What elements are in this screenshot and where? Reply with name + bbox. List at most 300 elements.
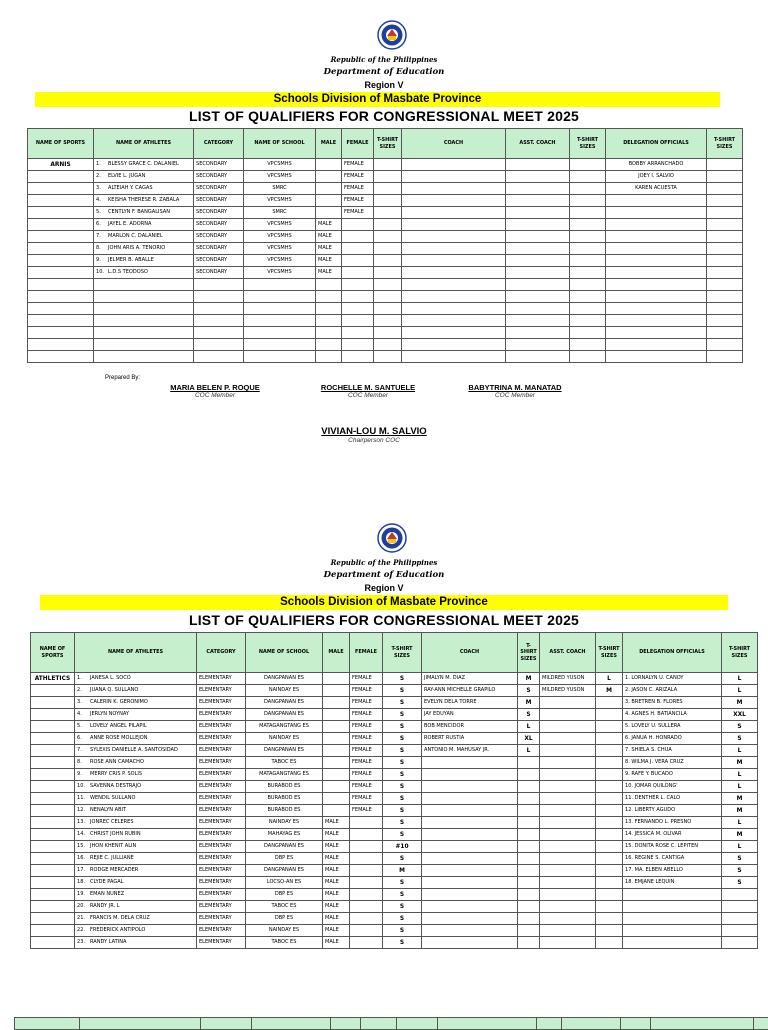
school-cell: VPCSMHS bbox=[244, 267, 316, 279]
asst-tshirt-cell bbox=[596, 925, 623, 937]
female-cell bbox=[350, 853, 383, 865]
col-asst-coach: ASST. COACH bbox=[540, 633, 596, 673]
school-cell: BURABOD ES bbox=[246, 793, 323, 805]
asst-tshirt-cell bbox=[596, 757, 623, 769]
school-cell: DANGPANAN ES bbox=[246, 841, 323, 853]
athlete-name: JOHN ARIS A. TENORIO bbox=[108, 245, 165, 251]
official-tshirt-cell: M bbox=[722, 697, 758, 709]
col-tshirt: T-SHIRT SIZES bbox=[596, 633, 623, 673]
official-cell: 18. EMJANE LEQUIN bbox=[623, 877, 722, 889]
asst-tshirt-cell bbox=[596, 733, 623, 745]
tshirt-cell: S bbox=[383, 733, 422, 745]
female-cell: FEMALE bbox=[342, 195, 374, 207]
category-cell: ELEMENTARY bbox=[197, 913, 246, 925]
row-number: 2. bbox=[96, 172, 108, 181]
female-cell: FEMALE bbox=[342, 183, 374, 195]
table-row bbox=[31, 829, 758, 841]
row-number: 20. bbox=[77, 902, 90, 911]
coach-tshirt-cell: M bbox=[518, 673, 540, 685]
coach-tshirt-cell: XL bbox=[518, 733, 540, 745]
official-cell: 2. JASON C. ARIZALA bbox=[623, 685, 722, 697]
department-line: Department of Education bbox=[0, 570, 768, 580]
table-row bbox=[31, 889, 758, 901]
coach-tshirt-cell bbox=[518, 913, 540, 925]
row-number: 9. bbox=[96, 256, 108, 265]
tshirt-cell: S bbox=[383, 937, 422, 949]
asst-tshirt-cell bbox=[596, 901, 623, 913]
table-row bbox=[31, 673, 758, 685]
official-tshirt-cell: L bbox=[722, 817, 758, 829]
category-cell: ELEMENTARY bbox=[197, 805, 246, 817]
table-row bbox=[31, 781, 758, 793]
athlete-name: LOVELY ANGEL PILAPIL bbox=[90, 723, 147, 729]
tshirt-cell: #10 bbox=[383, 841, 422, 853]
official-cell: 10. JOMAR QUILONG' bbox=[623, 781, 722, 793]
signatory-role: COC Member bbox=[150, 392, 280, 399]
sport-cell bbox=[31, 745, 75, 757]
tshirt-cell: S bbox=[383, 757, 422, 769]
official-cell: 17. MA. ELBEN ABELLO bbox=[623, 865, 722, 877]
category-cell: ELEMENTARY bbox=[197, 781, 246, 793]
asst-tshirt-cell bbox=[596, 745, 623, 757]
male-cell: MALE bbox=[323, 841, 350, 853]
prepared-by-label: Prepared By: bbox=[105, 375, 140, 381]
asst-tshirt-cell bbox=[596, 865, 623, 877]
col-tshirt: T-SHIRT SIZES bbox=[374, 129, 402, 159]
official-tshirt-cell: L bbox=[722, 769, 758, 781]
official-tshirt-cell: XXL bbox=[722, 709, 758, 721]
tshirt-cell: S bbox=[383, 829, 422, 841]
asst-tshirt-cell bbox=[596, 937, 623, 949]
row-number: 11. bbox=[77, 794, 90, 803]
asst-tshirt-cell: L bbox=[596, 673, 623, 685]
category-cell: ELEMENTARY bbox=[197, 757, 246, 769]
school-cell: DBP ES bbox=[246, 913, 323, 925]
school-cell: DANGPANAN ES bbox=[246, 865, 323, 877]
tshirt-cell: S bbox=[383, 925, 422, 937]
official-tshirt-cell: M bbox=[722, 757, 758, 769]
official-cell: 1. LORNALYN U. CANOY bbox=[623, 673, 722, 685]
sport-cell bbox=[31, 853, 75, 865]
asst-coach-cell bbox=[540, 793, 596, 805]
athlete-name: JERLYN NOYNAY bbox=[90, 711, 129, 717]
table-row bbox=[31, 769, 758, 781]
athlete-name-cell bbox=[75, 889, 197, 901]
athlete-name: ROSE ANN CAMACHO bbox=[90, 759, 144, 765]
athlete-name-cell bbox=[75, 721, 197, 733]
coach-tshirt-cell: L bbox=[518, 721, 540, 733]
col-tshirt: T-SHIRT SIZES bbox=[383, 633, 422, 673]
col-sport: NAME OF SPORTS bbox=[28, 129, 94, 159]
page-title: LIST OF QUALIFIERS FOR CONGRESSIONAL MEET 2025 bbox=[0, 108, 768, 124]
asst-coach-cell bbox=[540, 745, 596, 757]
athlete-name: FRANCIS M. DELA CRUZ bbox=[90, 915, 150, 921]
school-cell: MATAGANGTANG ES bbox=[246, 721, 323, 733]
sport-cell bbox=[31, 757, 75, 769]
tshirt-cell: S bbox=[383, 853, 422, 865]
official-cell bbox=[623, 937, 722, 949]
asst-tshirt-cell bbox=[596, 877, 623, 889]
coach-cell: BOB MENCIDOR bbox=[422, 721, 518, 733]
male-cell bbox=[323, 709, 350, 721]
category-cell: ELEMENTARY bbox=[197, 829, 246, 841]
table-row bbox=[31, 817, 758, 829]
female-cell bbox=[350, 901, 383, 913]
coach-cell: ANTONIO M. MAHUSAY JR. bbox=[422, 745, 518, 757]
col-tshirt: T-SHIRT SIZES bbox=[570, 129, 606, 159]
col-category: CATEGORY bbox=[194, 129, 244, 159]
signatory-name: MARIA BELEN P. ROQUE bbox=[150, 383, 280, 392]
asst-tshirt-cell bbox=[596, 889, 623, 901]
official-tshirt-cell: L bbox=[722, 841, 758, 853]
row-number: 15. bbox=[77, 842, 90, 851]
coach-tshirt-cell bbox=[518, 769, 540, 781]
female-cell: FEMALE bbox=[350, 685, 383, 697]
coach-tshirt-cell bbox=[518, 889, 540, 901]
row-number: 17. bbox=[77, 866, 90, 875]
coach-cell bbox=[422, 889, 518, 901]
row-number: 1. bbox=[77, 674, 90, 683]
coach-tshirt-cell bbox=[518, 757, 540, 769]
school-cell: TABOC ES bbox=[246, 757, 323, 769]
female-cell bbox=[350, 841, 383, 853]
coach-tshirt-cell bbox=[518, 793, 540, 805]
school-cell: TABOC ES bbox=[246, 937, 323, 949]
female-cell: FEMALE bbox=[342, 207, 374, 219]
sport-cell bbox=[31, 721, 75, 733]
sport-cell bbox=[31, 805, 75, 817]
asst-coach-cell: MILDRED YUSON bbox=[540, 685, 596, 697]
asst-tshirt-cell bbox=[596, 697, 623, 709]
school-cell: DANGPANAN ES bbox=[246, 709, 323, 721]
coach-tshirt-cell bbox=[518, 805, 540, 817]
coach-cell bbox=[422, 805, 518, 817]
col-female: FEMALE bbox=[342, 129, 374, 159]
chair-role: Chairperson COC bbox=[294, 437, 454, 444]
asst-coach-cell bbox=[540, 769, 596, 781]
school-cell: VPCSMHS bbox=[244, 171, 316, 183]
coach-cell bbox=[422, 841, 518, 853]
official-cell bbox=[623, 913, 722, 925]
official-cell: 13. FERNANDO L. PRESNO bbox=[623, 817, 722, 829]
coach-cell bbox=[422, 937, 518, 949]
athlete-name-cell bbox=[75, 925, 197, 937]
athlete-name-cell bbox=[75, 745, 197, 757]
asst-coach-cell bbox=[540, 781, 596, 793]
official-cell: 15. DONITA ROSE C. LEPITEN bbox=[623, 841, 722, 853]
tshirt-cell: S bbox=[383, 685, 422, 697]
official-tshirt-cell bbox=[722, 901, 758, 913]
male-cell bbox=[323, 805, 350, 817]
asst-coach-cell: MILDRED YUSON bbox=[540, 673, 596, 685]
athlete-name-cell bbox=[75, 853, 197, 865]
official-cell: 12. LIBERTY AGUDO bbox=[623, 805, 722, 817]
asst-coach-cell bbox=[540, 817, 596, 829]
school-cell: NAINDAY ES bbox=[246, 817, 323, 829]
category-cell: SECONDARY bbox=[194, 219, 244, 231]
region-line: Region V bbox=[0, 80, 768, 90]
male-cell bbox=[323, 769, 350, 781]
signatory-name: BABYTRINA M. MANATAD bbox=[450, 383, 580, 392]
coach-cell bbox=[422, 793, 518, 805]
coach-cell: ROBERT RUSTIA bbox=[422, 733, 518, 745]
table-row bbox=[31, 685, 758, 697]
athlete-name: CALERIN K. GERONIMO bbox=[90, 699, 148, 705]
athlete-name-cell bbox=[75, 913, 197, 925]
signatory-role: COC Member bbox=[450, 392, 580, 399]
official-cell bbox=[623, 889, 722, 901]
coach-tshirt-cell: M bbox=[518, 697, 540, 709]
male-cell: MALE bbox=[323, 865, 350, 877]
athlete-name-cell bbox=[75, 865, 197, 877]
male-cell: MALE bbox=[316, 219, 342, 231]
athlete-name: EMAN NUNEZ bbox=[90, 891, 124, 897]
category-cell: ELEMENTARY bbox=[197, 673, 246, 685]
school-cell: TABOC ES bbox=[246, 901, 323, 913]
school-cell: DANGPANAN ES bbox=[246, 697, 323, 709]
school-cell: VPCSMHS bbox=[244, 195, 316, 207]
row-number: 13. bbox=[77, 818, 90, 827]
athlete-name: CENTLYN F. BANGALISAN bbox=[108, 209, 170, 215]
row-number: 8. bbox=[96, 244, 108, 253]
row-number: 10. bbox=[96, 268, 108, 277]
coach-tshirt-cell: L bbox=[518, 745, 540, 757]
athlete-name-cell bbox=[75, 733, 197, 745]
athlete-name: JONREC CELERES bbox=[90, 819, 134, 825]
athlete-name-cell bbox=[75, 805, 197, 817]
coach-cell bbox=[422, 925, 518, 937]
table-row bbox=[31, 865, 758, 877]
sport-cell bbox=[31, 877, 75, 889]
sport-cell bbox=[31, 865, 75, 877]
official-cell: 7. SHIELA S. CHUA bbox=[623, 745, 722, 757]
male-cell: MALE bbox=[323, 829, 350, 841]
athlete-name: MARLON C. DALANIEL bbox=[108, 233, 163, 239]
official-tshirt-cell bbox=[722, 937, 758, 949]
tshirt-cell: S bbox=[383, 709, 422, 721]
row-number: 14. bbox=[77, 830, 90, 839]
tshirt-cell: S bbox=[383, 781, 422, 793]
official-cell bbox=[623, 925, 722, 937]
row-number: 1. bbox=[96, 160, 108, 169]
male-cell bbox=[323, 793, 350, 805]
asst-tshirt-cell bbox=[596, 721, 623, 733]
category-cell: SECONDARY bbox=[194, 183, 244, 195]
official-tshirt-cell bbox=[722, 913, 758, 925]
row-number: 6. bbox=[77, 734, 90, 743]
athlete-name: RANDY LATINA bbox=[90, 939, 126, 945]
col-coach: COACH bbox=[402, 129, 506, 159]
athlete-name: KEISHA THERESE R. ZABALA bbox=[108, 197, 179, 203]
official-tshirt-cell: S bbox=[722, 733, 758, 745]
category-cell: ELEMENTARY bbox=[197, 733, 246, 745]
row-number: 12. bbox=[77, 806, 90, 815]
coach-tshirt-cell bbox=[518, 841, 540, 853]
row-number: 7. bbox=[77, 746, 90, 755]
category-cell: ELEMENTARY bbox=[197, 793, 246, 805]
school-cell: SMRC bbox=[244, 207, 316, 219]
female-cell bbox=[350, 925, 383, 937]
col-coach: COACH bbox=[422, 633, 518, 673]
female-cell: FEMALE bbox=[350, 721, 383, 733]
asst-coach-cell bbox=[540, 877, 596, 889]
school-cell: BURABOD ES bbox=[246, 781, 323, 793]
coach-tshirt-cell bbox=[518, 877, 540, 889]
school-cell: NAINDAY ES bbox=[246, 685, 323, 697]
col-female: FEMALE bbox=[350, 633, 383, 673]
asst-coach-cell bbox=[540, 853, 596, 865]
category-cell: ELEMENTARY bbox=[197, 745, 246, 757]
male-cell bbox=[323, 721, 350, 733]
category-cell: SECONDARY bbox=[194, 159, 244, 171]
asst-coach-cell bbox=[540, 733, 596, 745]
category-cell: ELEMENTARY bbox=[197, 865, 246, 877]
male-cell bbox=[323, 745, 350, 757]
athlete-name-cell bbox=[75, 841, 197, 853]
coach-cell bbox=[422, 865, 518, 877]
row-number: 9. bbox=[77, 770, 90, 779]
female-cell: FEMALE bbox=[350, 745, 383, 757]
athlete-name: ALTEIAH Y. CAGAS bbox=[108, 185, 153, 191]
coach-tshirt-cell bbox=[518, 865, 540, 877]
chair-name: VIVIAN-LOU M. SALVIO bbox=[294, 426, 454, 437]
col-asst-coach: ASST. COACH bbox=[506, 129, 570, 159]
asst-coach-cell bbox=[540, 889, 596, 901]
category-cell: SECONDARY bbox=[194, 171, 244, 183]
table-row bbox=[31, 721, 758, 733]
athlete-name: L.D.S TEODOSO bbox=[108, 269, 148, 275]
row-number: 7. bbox=[96, 232, 108, 241]
sport-cell bbox=[31, 685, 75, 697]
school-cell: SMRC bbox=[244, 183, 316, 195]
school-cell: BURABOD ES bbox=[246, 805, 323, 817]
sport-cell bbox=[31, 937, 75, 949]
category-cell: ELEMENTARY bbox=[197, 697, 246, 709]
sport-cell bbox=[31, 901, 75, 913]
coach-tshirt-cell bbox=[518, 901, 540, 913]
category-cell: SECONDARY bbox=[194, 195, 244, 207]
table-row bbox=[31, 937, 758, 949]
tshirt-cell: S bbox=[383, 805, 422, 817]
athlete-name-cell bbox=[75, 793, 197, 805]
female-cell: FEMALE bbox=[350, 757, 383, 769]
female-cell bbox=[350, 889, 383, 901]
official-tshirt-cell: L bbox=[722, 745, 758, 757]
athletics-qualifiers-table bbox=[30, 632, 758, 949]
page-title: LIST OF QUALIFIERS FOR CONGRESSIONAL MEET 2025 bbox=[0, 612, 768, 628]
asst-tshirt-cell bbox=[596, 805, 623, 817]
school-cell: VPCSMHS bbox=[244, 243, 316, 255]
row-number: 10. bbox=[77, 782, 90, 791]
department-line: Department of Education bbox=[0, 67, 768, 77]
female-cell bbox=[350, 913, 383, 925]
official-cell: 11. DENTHER L. CALO bbox=[623, 793, 722, 805]
coach-cell bbox=[422, 901, 518, 913]
male-cell: MALE bbox=[316, 267, 342, 279]
official-tshirt-cell bbox=[722, 889, 758, 901]
athlete-name: JUANA Q. SULLANO bbox=[90, 687, 138, 693]
category-cell: SECONDARY bbox=[194, 267, 244, 279]
athlete-name-cell bbox=[75, 757, 197, 769]
region-line: Region V bbox=[0, 583, 768, 593]
sport-cell bbox=[31, 781, 75, 793]
athlete-name: RODGE MERCADER bbox=[90, 867, 138, 873]
school-cell: LOCSO-AN ES bbox=[246, 877, 323, 889]
school-cell: VPCSMHS bbox=[244, 219, 316, 231]
coach-cell: JAY EDUYAN bbox=[422, 709, 518, 721]
asst-tshirt-cell bbox=[596, 913, 623, 925]
school-cell: NAINDAY ES bbox=[246, 733, 323, 745]
coach-tshirt-cell bbox=[518, 853, 540, 865]
athlete-name: CHRIST JOHN RUBIN bbox=[90, 831, 141, 837]
coach-tshirt-cell: S bbox=[518, 685, 540, 697]
athlete-name: NENALYN ABIT bbox=[90, 807, 126, 813]
sport-cell bbox=[31, 913, 75, 925]
coach-cell bbox=[422, 769, 518, 781]
category-cell: ELEMENTARY bbox=[197, 901, 246, 913]
signatory-name: ROCHELLE M. SANTUELE bbox=[303, 383, 433, 392]
athlete-name: BLESSY GRACE C. DALANIEL bbox=[108, 161, 179, 167]
official-cell: 5. LOVELY U. SULLERA bbox=[623, 721, 722, 733]
deped-seal-icon bbox=[377, 523, 407, 553]
sport-cell: ARNIS bbox=[28, 159, 94, 171]
coach-tshirt-cell bbox=[518, 829, 540, 841]
asst-coach-cell bbox=[540, 709, 596, 721]
coach-cell bbox=[422, 781, 518, 793]
school-cell: DBP ES bbox=[246, 889, 323, 901]
athlete-name: JELMER B. ABALLE bbox=[108, 257, 154, 263]
female-cell bbox=[350, 817, 383, 829]
official-tshirt-cell: L bbox=[722, 673, 758, 685]
col-tshirt: T-SHIRT SIZES bbox=[722, 633, 758, 673]
col-male: MALE bbox=[323, 633, 350, 673]
official-tshirt-cell: M bbox=[722, 829, 758, 841]
table-row bbox=[31, 901, 758, 913]
official-cell: 9. RAFE Y. BUCADO bbox=[623, 769, 722, 781]
table-row bbox=[31, 913, 758, 925]
col-officials: DELEGATION OFFICIALS bbox=[623, 633, 722, 673]
female-cell: FEMALE bbox=[342, 171, 374, 183]
male-cell: MALE bbox=[323, 925, 350, 937]
category-cell: SECONDARY bbox=[194, 243, 244, 255]
school-cell: VPCSMHS bbox=[244, 255, 316, 267]
table-row bbox=[31, 745, 758, 757]
asst-tshirt-cell bbox=[596, 829, 623, 841]
row-number: 16. bbox=[77, 854, 90, 863]
col-tshirt: T-SHIRT SIZES bbox=[707, 129, 743, 159]
athlete-name: SYLEXIS DANIELLE A. SANTOSIDAD bbox=[90, 747, 178, 753]
athlete-name: ELVIE L. JUGAN bbox=[108, 173, 145, 179]
asst-coach-cell bbox=[540, 697, 596, 709]
athlete-name-cell bbox=[75, 781, 197, 793]
coach-tshirt-cell bbox=[518, 925, 540, 937]
official-tshirt-cell: S bbox=[722, 721, 758, 733]
school-cell: DANGPANAN ES bbox=[246, 745, 323, 757]
athlete-name-cell bbox=[75, 937, 197, 949]
tshirt-cell: S bbox=[383, 901, 422, 913]
female-cell: FEMALE bbox=[350, 673, 383, 685]
coach-cell: EVELYN DELA TORRE bbox=[422, 697, 518, 709]
asst-coach-cell bbox=[540, 865, 596, 877]
col-athletes: NAME OF ATHLETES bbox=[94, 129, 194, 159]
female-cell: FEMALE bbox=[350, 709, 383, 721]
table-row bbox=[31, 793, 758, 805]
athlete-name-cell bbox=[75, 877, 197, 889]
official-cell: JOEY I. SALVIO bbox=[606, 171, 707, 183]
official-tshirt-cell: M bbox=[722, 793, 758, 805]
row-number: 22. bbox=[77, 926, 90, 935]
athlete-name-cell bbox=[75, 673, 197, 685]
